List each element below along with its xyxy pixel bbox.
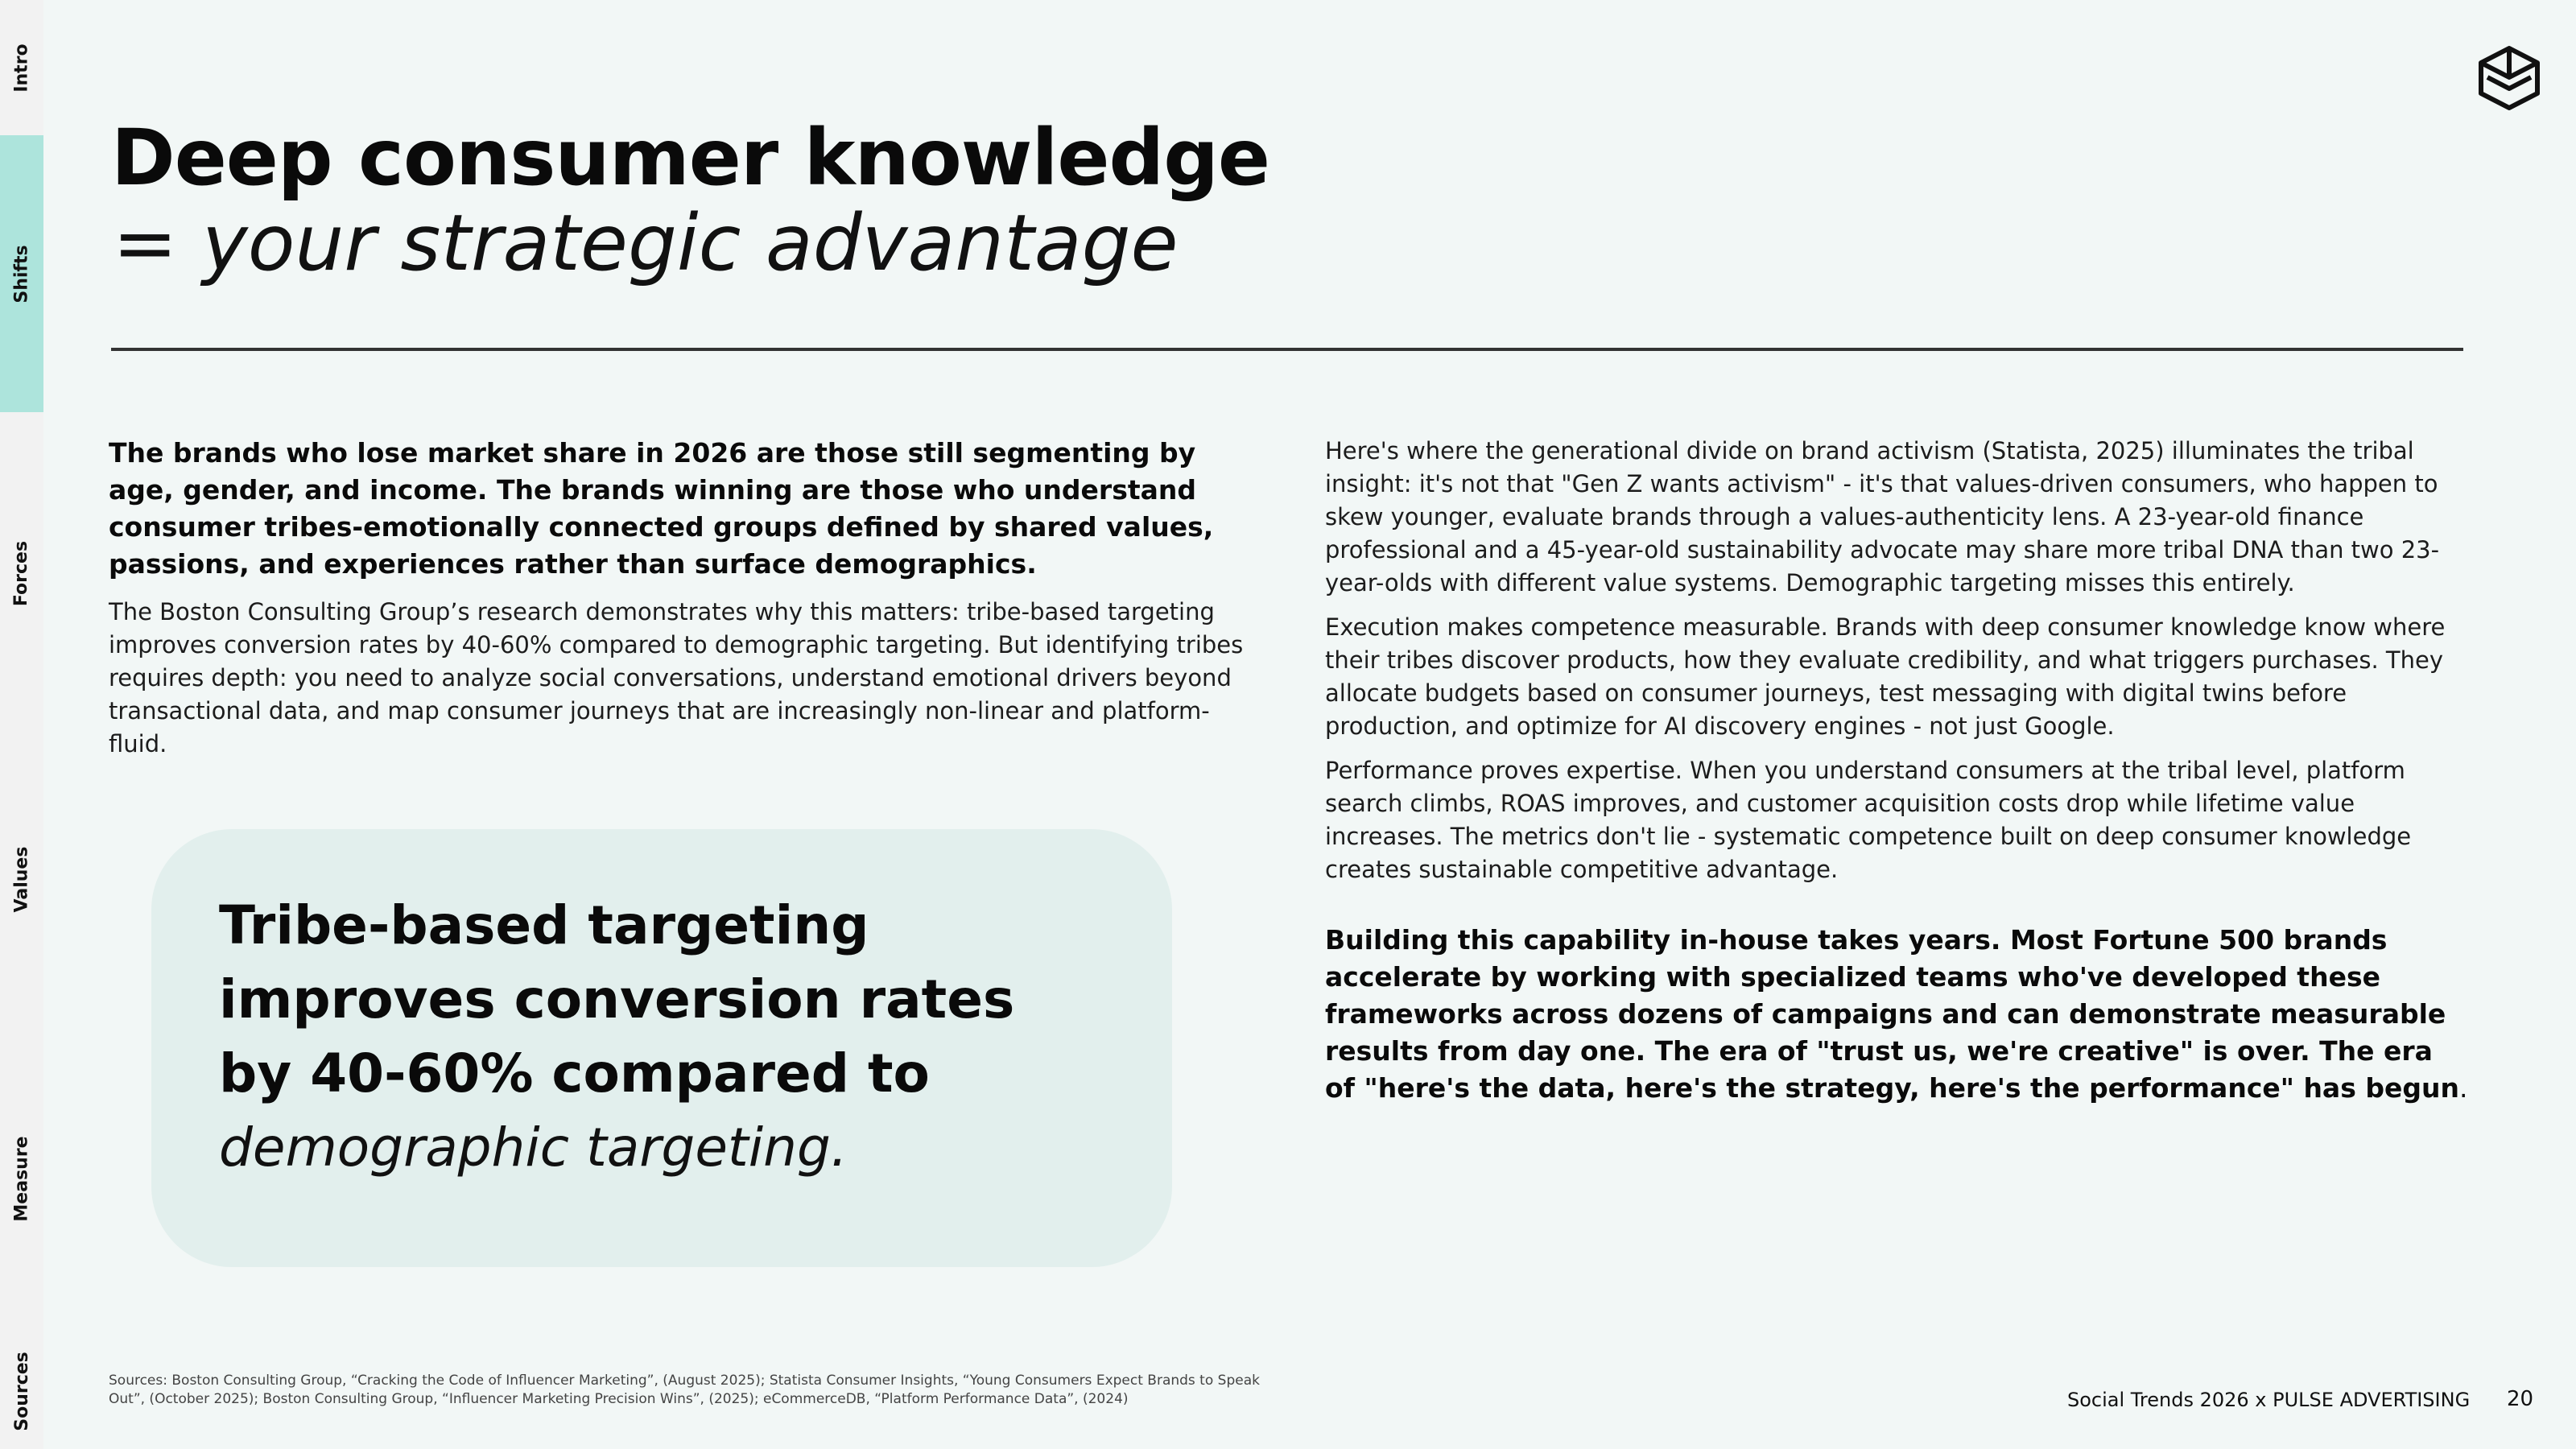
callout-italic-text: demographic targeting. — [219, 1117, 848, 1179]
title-divider — [111, 348, 2463, 351]
body-paragraph: The Boston Consulting Group’s research demonstrates why this matters: tribe-based targeting improves conversion rates by 40-60% compared to demographic targeting. But identifying tribes requires depth: you need to analyze social conversations, understand emotional drivers beyond transactional data, and map consumer journeys that are increasingly non-linear and platform-fluid. — [109, 598, 1244, 758]
callout-bold-text: Tribe-based targeting improves conversion rates by 40-60% compared to — [219, 894, 1015, 1104]
sidebar-tab-forces[interactable] — [0, 412, 43, 734]
closing-paragraph — [1325, 922, 2468, 1107]
sidebar-tab-sources[interactable] — [0, 1333, 43, 1449]
right-column — [1325, 435, 2468, 1107]
sidebar-tab-label: Forces — [11, 540, 32, 606]
footer-brand: Social Trends 2026 x PULSE ADVERTISING — [2067, 1389, 2471, 1411]
page-number: 20 — [2507, 1387, 2534, 1411]
sidebar-tab-label: Measure — [11, 1135, 32, 1222]
sidebar-tab-values[interactable] — [0, 734, 43, 1024]
page-subtitle: = your strategic advantage — [113, 198, 1179, 288]
highlight-callout — [151, 829, 1172, 1267]
sidebar-tab-intro[interactable] — [0, 0, 43, 135]
body-paragraph: Performance proves expertise. When you understand consumers at the tribal level, platform search climbs, ROAS improves, and customer acquisition costs drop while lifetime value increases. The metrics don't lie - systematic competence built on deep consumer knowledge creates sustainable competitive advantage. — [1325, 757, 2412, 883]
closing-bold-text: Building this capability in-house takes years. Most Fortune 500 brands accelerate by working with specialized teams who've developed these frameworks across dozens of campaigns and can demonstrate measurable results from day one. The era of "trust us, we're creative" is over. The era of "here's the data, here's the strategy, here's the performance" has begun — [1325, 924, 2459, 1104]
sidebar-tab-label: Values — [11, 846, 32, 912]
left-column — [109, 435, 1268, 761]
body-paragraph: Execution makes competence measurable. Brands with deep consumer knowledge know where their tribes discover products, how they evaluate credibility, and what triggers purchases. They allocate budgets based on consumer journeys, test messaging with digital twins before production, and optimize for AI discovery engines - not just Google. — [1325, 613, 2446, 740]
sidebar-tab-label: Shifts — [11, 244, 32, 303]
sidebar-tab-label: Intro — [11, 43, 32, 93]
closing-period: . — [2458, 1072, 2468, 1104]
sources-footnote: Sources: Boston Consulting Group, “Cracking the Code of Influencer Marketing”, (August 2025); Statista Consumer Insights, “Young Consumers Expect Brands to Speak Out”, (October 2025); Boston Consulting Group, “Influencer Marketing Precision Wins”, (2025); eCommerceDB, “Platform Performance Data”, (2024) — [109, 1373, 1260, 1407]
stacked-box-logo-icon — [2473, 42, 2545, 114]
page-title: Deep consumer knowledge — [111, 113, 1270, 203]
sidebar-tab-label: Sources — [11, 1351, 32, 1431]
body-paragraph: Here's where the generational divide on brand activism (Statista, 2025) illuminates the tribal insight: it's not that "Gen Z wants activism" - it's that values-driven consumers, who happen to skew younger, evaluate brands through a values-authenticity lens. A 23-year-old finance professional and a 45-year-old sustainability advocate may share more tribal DNA than two 23-year-olds with different value systems. Demographic targeting misses this entirely. — [1325, 437, 2440, 597]
section-sidebar — [0, 0, 43, 1449]
lead-paragraph: The brands who lose market share in 2026 are those still segmenting by age, gender, and income. The brands winning are those who understand consumer tribes-emotionally connected groups defined by shared values, passions, and experiences rather than surface demographics. — [109, 437, 1214, 580]
sidebar-tab-measure[interactable] — [0, 1024, 43, 1333]
sidebar-tab-shifts[interactable] — [0, 135, 43, 412]
